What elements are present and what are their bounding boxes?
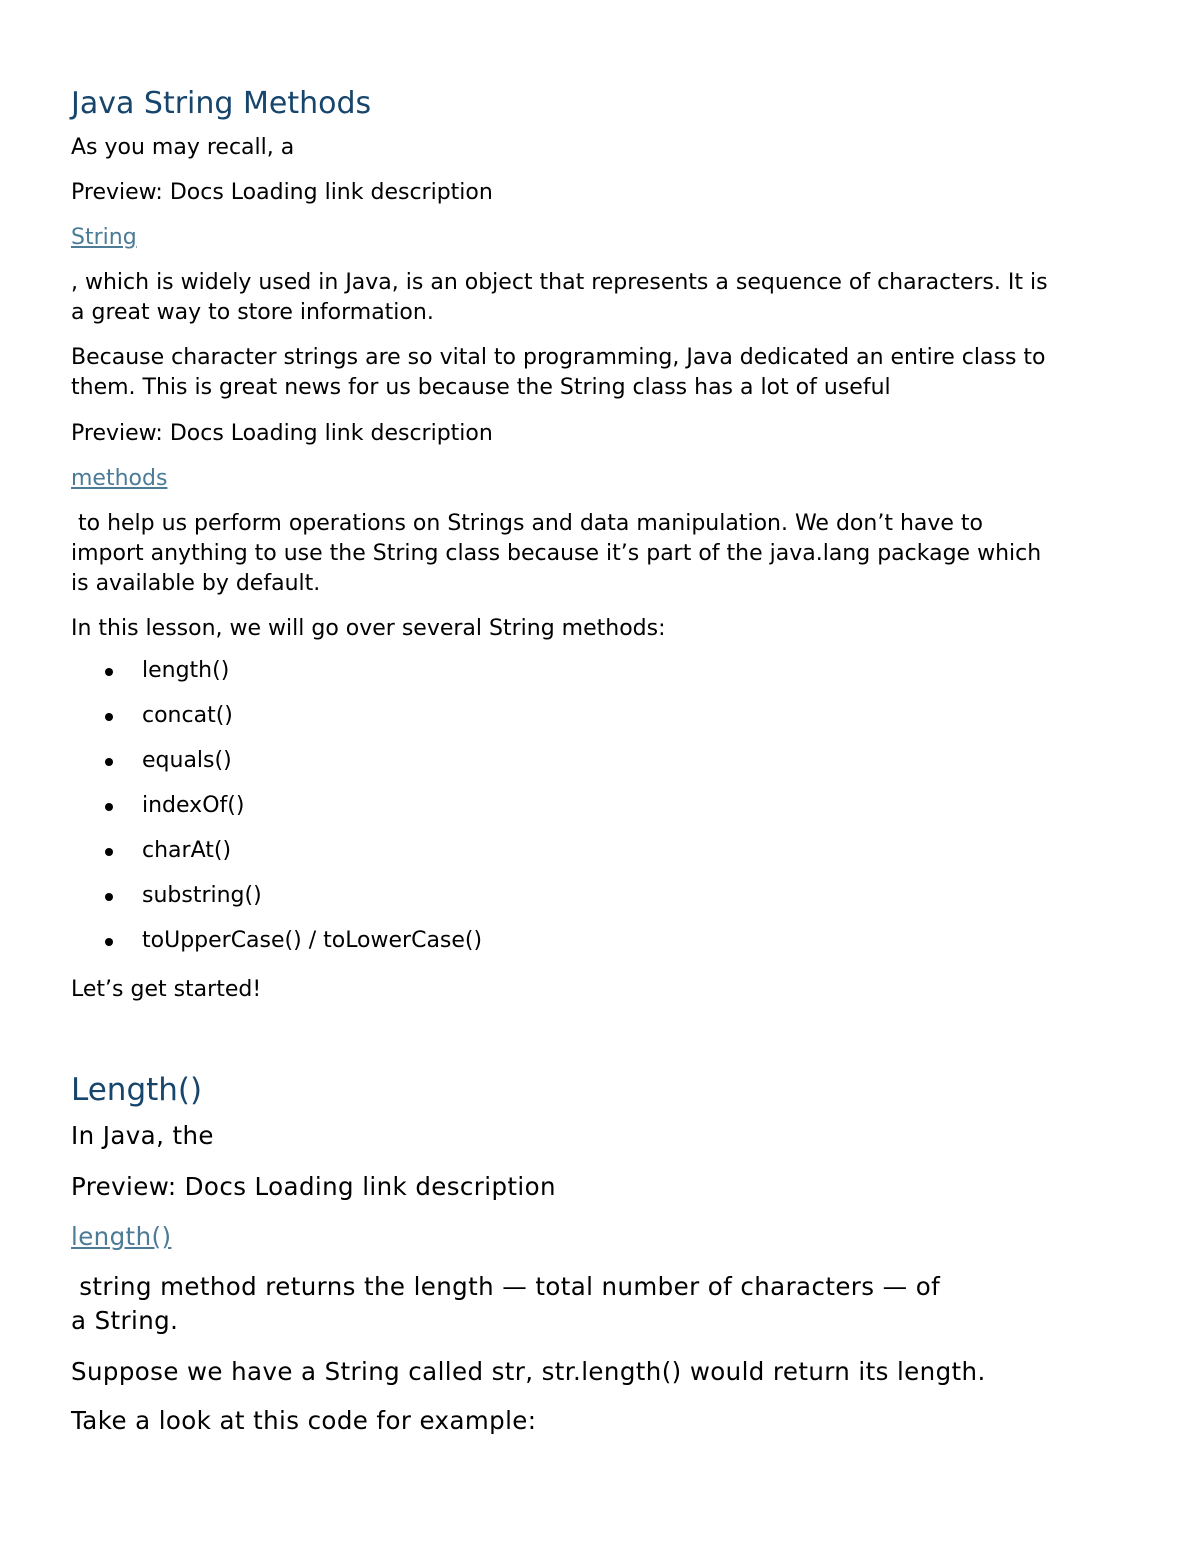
preview-text: Preview: Docs Loading link description (71, 1172, 556, 1201)
paragraph-line: a great way to store information. (71, 300, 434, 325)
paragraph-line: is available by default. (71, 571, 321, 596)
list-item (71, 881, 482, 926)
bullet-icon (105, 803, 113, 811)
bullet-icon (105, 848, 113, 856)
list-item-label: indexOf() (142, 793, 245, 818)
bullet-icon (105, 758, 113, 766)
list-item-label: toUpperCase() / toLowerCase() (142, 928, 483, 953)
paragraph-line: to help us perform operations on Strings and data manipulation. We don’t have to (71, 511, 984, 536)
string-link[interactable]: String (71, 225, 137, 250)
paragraph-line: Because character strings are so vital to programming, Java dedicated an entire class to (71, 345, 1046, 370)
intro-text: As you may recall, a (71, 135, 295, 160)
methods-link[interactable]: methods (71, 466, 168, 491)
list-intro: In this lesson, we will go over several String methods: (71, 616, 666, 641)
bullet-icon (105, 713, 113, 721)
paragraph-line: Take a look at this code for example: (71, 1406, 537, 1435)
list-item (71, 926, 482, 971)
closing-text: Let’s get started! (71, 977, 262, 1002)
preview-text: Preview: Docs Loading link description (71, 421, 493, 446)
length-link[interactable]: length() (71, 1222, 172, 1251)
list-item-label: concat() (142, 703, 233, 728)
section-heading-length: Length() (71, 1072, 203, 1108)
bullet-icon (105, 938, 113, 946)
list-item-label: equals() (142, 748, 232, 773)
page-title: Java String Methods (71, 86, 372, 121)
bullet-icon (105, 668, 113, 676)
paragraph-line: Suppose we have a String called str, str.length() would return its length. (71, 1357, 986, 1386)
methods-list (71, 656, 482, 971)
paragraph-line: a String. (71, 1306, 179, 1335)
paragraph-line: them. This is great news for us because the String class has a lot of useful (71, 375, 891, 400)
intro-text: In Java, the (71, 1121, 214, 1150)
list-item (71, 791, 482, 836)
paragraph-line: import anything to use the String class because it’s part of the java.lang package which (71, 541, 1042, 566)
list-item-label: substring() (142, 883, 262, 908)
list-item (71, 701, 482, 746)
bullet-icon (105, 893, 113, 901)
list-item-label: charAt() (142, 838, 232, 863)
paragraph-line: , which is widely used in Java, is an object that represents a sequence of characters. It is (71, 270, 1048, 295)
list-item-label: length() (142, 658, 230, 683)
list-item (71, 746, 482, 791)
paragraph-line: string method returns the length — total number of characters — of (71, 1272, 941, 1301)
list-item (71, 836, 482, 881)
list-item (71, 656, 482, 701)
preview-text: Preview: Docs Loading link description (71, 180, 493, 205)
